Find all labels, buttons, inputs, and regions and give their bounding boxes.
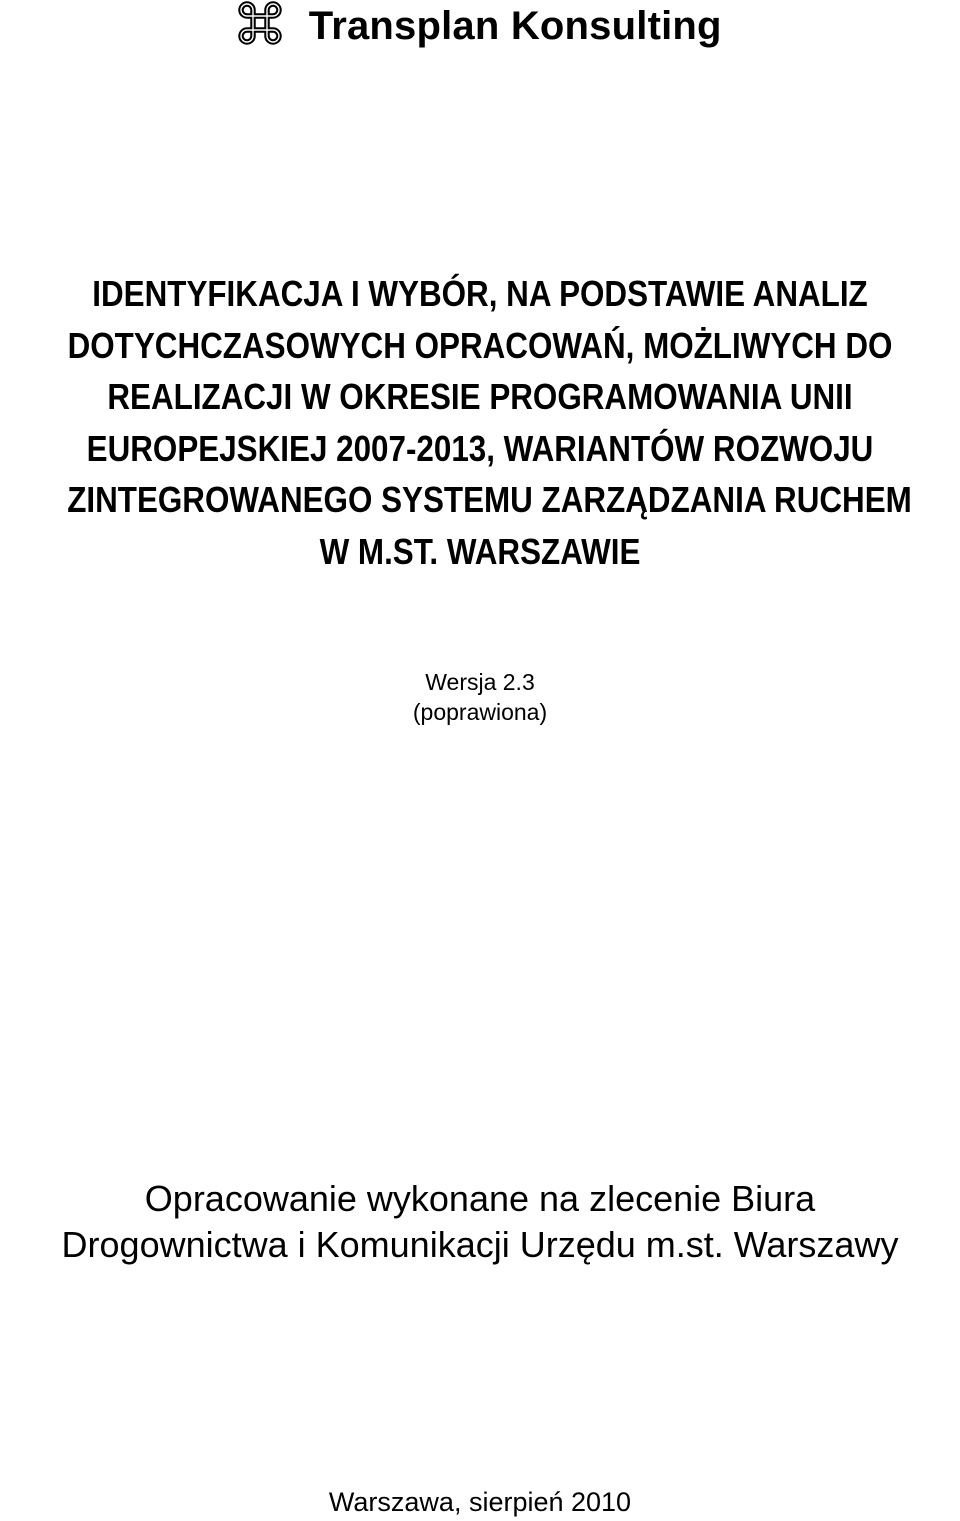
title-line: DOTYCHCZASOWYCH OPRACOWAŃ, MOŻLIWYCH DO <box>67 324 893 366</box>
version-note: (poprawiona) <box>412 699 548 725</box>
title-line: EUROPEJSKIEJ 2007-2013, WARIANTÓW ROZWOJU <box>86 427 874 469</box>
company-name: Transplan Konsulting <box>308 4 722 48</box>
commission-line: Opracowanie wykonane na zlecenie Biura <box>144 1178 816 1219</box>
version-label: Wersja 2.3 <box>425 669 535 695</box>
title-line: ZINTEGROWANEGO SYSTEMU ZARZĄDZANIA RUCHEM <box>67 479 912 521</box>
title-line: IDENTYFIKACJA I WYBÓR, NA PODSTAWIE ANALIZ <box>92 273 868 314</box>
title-line: REALIZACJI W OKRESIE PROGRAMOWANIA UNII <box>107 376 853 418</box>
commission-line: Drogownictwa i Komunikacji Urzędu m.st. Warszawy <box>61 1224 899 1265</box>
command-key-icon <box>238 1 282 45</box>
company-header <box>0 4 960 58</box>
version-info <box>0 667 960 727</box>
place-and-date: Warszawa, sierpień 2010 <box>328 1487 632 1517</box>
document-title <box>67 268 912 578</box>
title-line: W M.ST. WARSZAWIE <box>319 530 641 572</box>
commission-statement <box>0 1176 960 1268</box>
